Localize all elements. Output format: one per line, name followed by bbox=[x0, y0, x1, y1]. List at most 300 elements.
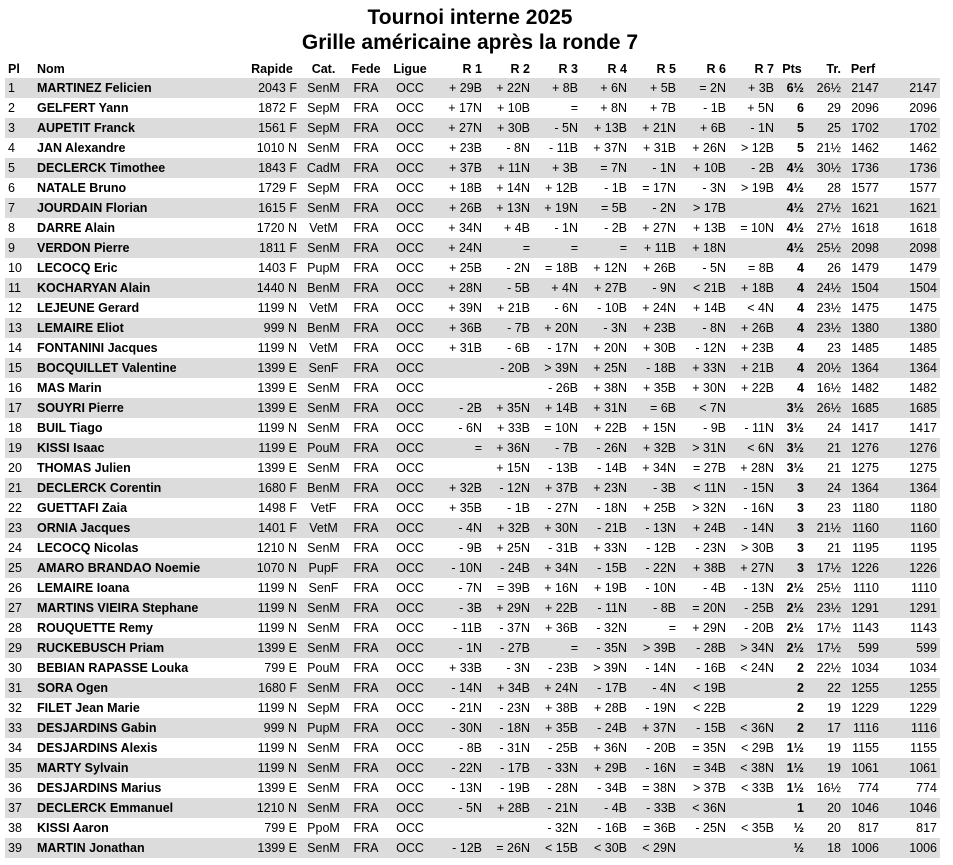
cell-performance-2: 1155 bbox=[910, 741, 937, 755]
cell-federation: FRA bbox=[353, 581, 379, 595]
cell-round-6: - 9B bbox=[703, 421, 726, 435]
cell-category: PpoM bbox=[307, 821, 340, 835]
cell-tiebreak: 19 bbox=[827, 701, 841, 715]
cell-round-4: - 11N bbox=[581, 598, 630, 618]
cell-round-7: = 8B bbox=[747, 261, 774, 275]
cell-round-7: < 33B bbox=[740, 781, 774, 795]
cell-performance-2: 1621 bbox=[882, 198, 940, 218]
cell-rank: 21 bbox=[5, 478, 34, 498]
cell-category: VetM bbox=[309, 221, 338, 235]
cell-league: OCC bbox=[396, 741, 424, 755]
cell-name: BEBIAN RAPASSE Louka bbox=[37, 661, 189, 675]
cell-round-3: + 22B bbox=[533, 598, 581, 618]
cell-round-7 bbox=[729, 398, 777, 418]
cell-round-1: + 31B bbox=[448, 341, 482, 355]
cell-round-3: + 14B bbox=[533, 398, 581, 418]
cell-name: KISSI Aaron bbox=[37, 821, 109, 835]
cell-points: 2½ bbox=[777, 638, 807, 658]
cell-round-7: < 24N bbox=[740, 661, 774, 675]
cell-performance: 1577 bbox=[851, 181, 879, 195]
cell-round-2: - 27B bbox=[485, 638, 533, 658]
cell-performance-2: 1275 bbox=[909, 461, 937, 475]
cell-round-1: - 1N bbox=[435, 638, 485, 658]
cell-federation: FRA bbox=[353, 781, 379, 795]
cell-round-4: - 2B bbox=[604, 221, 627, 235]
cell-league: OCC bbox=[396, 821, 424, 835]
cell-round-5: - 14N bbox=[645, 661, 676, 675]
cell-round-3: - 31B bbox=[548, 541, 578, 555]
cell-rating: 799 E bbox=[264, 661, 297, 675]
cell-performance-2: 1291 bbox=[882, 598, 940, 618]
cell-rank: 19 bbox=[5, 438, 34, 458]
cell-round-3: - 11B bbox=[549, 141, 578, 155]
cell-round-6: + 10B bbox=[679, 158, 729, 178]
cell-category: BenM bbox=[300, 478, 347, 498]
cell-round-2: - 23N bbox=[499, 701, 530, 715]
table-row bbox=[5, 598, 940, 618]
cell-league: OCC bbox=[396, 421, 424, 435]
cell-round-1: + 24N bbox=[435, 238, 485, 258]
cell-category: VetM bbox=[300, 518, 347, 538]
cell-rank: 4 bbox=[8, 141, 15, 155]
cell-round-1 bbox=[435, 818, 485, 838]
cell-round-4: + 22B bbox=[593, 421, 627, 435]
cell-round-6: - 5N bbox=[702, 261, 726, 275]
cell-performance-2: 1195 bbox=[910, 541, 937, 555]
cell-league: OCC bbox=[385, 78, 435, 98]
table-row bbox=[5, 358, 940, 378]
cell-round-5: - 12B bbox=[646, 541, 676, 555]
cell-category: SenF bbox=[308, 581, 339, 595]
cell-round-7: + 23B bbox=[740, 341, 774, 355]
cell-name: THOMAS Julien bbox=[37, 461, 131, 475]
cell-rank: 10 bbox=[8, 261, 22, 275]
cell-league: OCC bbox=[396, 301, 424, 315]
cell-rank: 28 bbox=[8, 621, 22, 635]
cell-round-7: = 10N bbox=[740, 221, 774, 235]
cell-round-1: + 29B bbox=[435, 78, 485, 98]
cell-league: OCC bbox=[385, 678, 435, 698]
cell-round-6: - 16B bbox=[696, 661, 726, 675]
cell-performance: 1702 bbox=[844, 118, 882, 138]
cell-round-3: = bbox=[533, 638, 581, 658]
cell-round-3: = 18B bbox=[544, 261, 578, 275]
cell-round-4: + 28B bbox=[593, 701, 627, 715]
cell-federation: FRA bbox=[347, 78, 385, 98]
cell-points: 4½ bbox=[786, 181, 804, 195]
cell-round-5: - 22N bbox=[630, 558, 679, 578]
cell-round-3: - 13B bbox=[548, 461, 578, 475]
cell-rating: 1199 N bbox=[244, 598, 300, 618]
cell-round-4: - 32N bbox=[596, 621, 627, 635]
table-row bbox=[5, 178, 940, 198]
cell-round-1: - 13N bbox=[451, 781, 482, 795]
cell-league: OCC bbox=[396, 501, 424, 515]
cell-points: 4 bbox=[777, 318, 807, 338]
cell-federation: FRA bbox=[347, 518, 385, 538]
cell-name: AMARO BRANDAO Noemie bbox=[34, 558, 244, 578]
cell-round-6: - 8N bbox=[679, 318, 729, 338]
cell-performance-2: 1034 bbox=[909, 661, 937, 675]
header-col-cat: Cat. bbox=[311, 62, 336, 76]
cell-name: AUPETIT Franck bbox=[34, 118, 244, 138]
cell-rank: 6 bbox=[8, 181, 15, 195]
cell-performance-2: 1577 bbox=[909, 181, 937, 195]
cell-round-1 bbox=[435, 378, 485, 398]
table-row bbox=[5, 818, 940, 838]
table-row bbox=[5, 298, 940, 318]
header-col-ligue: Ligue bbox=[393, 62, 427, 76]
cell-round-6: < 11N bbox=[679, 478, 729, 498]
cell-round-5: - 8B bbox=[630, 598, 679, 618]
cell-round-3: + 20N bbox=[533, 318, 581, 338]
cell-round-6: - 12N bbox=[695, 341, 726, 355]
cell-round-5: + 37N bbox=[630, 718, 679, 738]
cell-federation: FRA bbox=[353, 821, 379, 835]
cell-points: ½ bbox=[777, 838, 807, 858]
cell-rank: 16 bbox=[8, 381, 22, 395]
cell-performance: 1110 bbox=[853, 581, 879, 595]
table-row bbox=[5, 338, 940, 358]
cell-name: KOCHARYAN Alain bbox=[34, 278, 244, 298]
cell-round-1: - 2B bbox=[435, 398, 485, 418]
cell-performance-2: 1380 bbox=[882, 318, 940, 338]
cell-round-7 bbox=[729, 198, 777, 218]
cell-league: OCC bbox=[396, 141, 424, 155]
cell-category: SenM bbox=[307, 141, 340, 155]
cell-round-5: + 35B bbox=[642, 381, 676, 395]
cell-performance-2: 1417 bbox=[909, 421, 937, 435]
cell-tiebreak: 23 bbox=[827, 341, 841, 355]
cell-performance-2: 1462 bbox=[909, 141, 937, 155]
table-header-row bbox=[5, 60, 940, 78]
table-row bbox=[5, 418, 940, 438]
cell-round-3: + 16N bbox=[544, 581, 578, 595]
cell-performance-2: 1110 bbox=[911, 581, 937, 595]
cell-round-1 bbox=[435, 458, 485, 478]
cell-tiebreak: 18 bbox=[807, 838, 844, 858]
cell-category: PupM bbox=[300, 718, 347, 738]
cell-rating: 1811 F bbox=[244, 238, 300, 258]
table-row bbox=[5, 838, 940, 858]
cell-league: OCC bbox=[396, 541, 424, 555]
cell-tiebreak: 21 bbox=[827, 541, 841, 555]
cell-rating: 1401 F bbox=[244, 518, 300, 538]
cell-name: SOUYRI Pierre bbox=[34, 398, 244, 418]
cell-performance: 1143 bbox=[852, 621, 879, 635]
cell-name: SORA Ogen bbox=[34, 678, 244, 698]
cell-category: VetM bbox=[309, 341, 338, 355]
cell-name: ROUQUETTE Remy bbox=[37, 621, 153, 635]
cell-rank: 2 bbox=[8, 101, 15, 115]
cell-tiebreak: 17 bbox=[807, 718, 844, 738]
cell-round-2: - 7B bbox=[485, 318, 533, 338]
cell-round-4: - 17B bbox=[581, 678, 630, 698]
cell-round-6: < 19B bbox=[679, 678, 729, 698]
table-row bbox=[5, 98, 940, 118]
cell-round-4: > 39N bbox=[593, 661, 627, 675]
cell-round-7: + 3B bbox=[729, 78, 777, 98]
cell-points: 3½ bbox=[786, 421, 804, 435]
cell-round-7: - 1N bbox=[729, 118, 777, 138]
cell-rating: 1199 N bbox=[257, 341, 297, 355]
cell-round-3: + 34N bbox=[533, 558, 581, 578]
cell-round-4: + 6N bbox=[581, 78, 630, 98]
cell-performance: 1160 bbox=[844, 518, 882, 538]
cell-name: GUETTAFI Zaia bbox=[37, 501, 128, 515]
cell-performance: 1479 bbox=[851, 261, 879, 275]
cell-league: OCC bbox=[396, 581, 424, 595]
cell-round-7: < 6N bbox=[729, 438, 777, 458]
cell-rating: 1210 N bbox=[244, 798, 300, 818]
cell-round-6: < 36N bbox=[679, 798, 729, 818]
cell-round-6: + 13B bbox=[692, 221, 726, 235]
cell-round-2: - 1B bbox=[507, 501, 530, 515]
cell-round-7 bbox=[729, 238, 777, 258]
cell-rank: 27 bbox=[5, 598, 34, 618]
cell-rating: 799 E bbox=[264, 821, 297, 835]
cell-tiebreak: 16½ bbox=[816, 781, 841, 795]
table-row bbox=[5, 678, 940, 698]
cell-name: NATALE Bruno bbox=[37, 181, 127, 195]
cell-round-5: + 5B bbox=[630, 78, 679, 98]
cell-rank: 31 bbox=[5, 678, 34, 698]
cell-federation: FRA bbox=[347, 118, 385, 138]
header-col-r7: R 7 bbox=[754, 62, 774, 76]
cell-tiebreak: 23½ bbox=[816, 301, 841, 315]
cell-performance: 1195 bbox=[852, 541, 879, 555]
cell-performance: 1276 bbox=[844, 438, 882, 458]
cell-federation: FRA bbox=[353, 541, 379, 555]
cell-name: MARTINEZ Felicien bbox=[34, 78, 244, 98]
cell-league: OCC bbox=[396, 701, 424, 715]
table-row bbox=[5, 78, 940, 98]
table-row bbox=[5, 778, 940, 798]
cell-rank: 36 bbox=[8, 781, 22, 795]
cell-rating: 2043 F bbox=[244, 78, 300, 98]
cell-round-1: + 32B bbox=[435, 478, 485, 498]
cell-round-1: + 27N bbox=[435, 118, 485, 138]
cell-points: 4 bbox=[797, 341, 804, 355]
cell-federation: FRA bbox=[347, 798, 385, 818]
cell-category: SenM bbox=[307, 421, 340, 435]
cell-federation: FRA bbox=[347, 718, 385, 738]
cell-performance: 1155 bbox=[852, 741, 879, 755]
cell-league: OCC bbox=[385, 478, 435, 498]
cell-performance-2: 1276 bbox=[882, 438, 940, 458]
cell-tiebreak: 20 bbox=[807, 798, 844, 818]
cell-round-4: + 23N bbox=[581, 478, 630, 498]
cell-points: 3 bbox=[777, 558, 807, 578]
cell-round-2: - 19B bbox=[500, 781, 530, 795]
cell-round-2: + 14N bbox=[496, 181, 530, 195]
cell-round-4: - 34B bbox=[597, 781, 627, 795]
cell-round-5: = bbox=[668, 621, 676, 635]
cell-round-4: - 18N bbox=[596, 501, 627, 515]
cell-performance: 1417 bbox=[851, 421, 879, 435]
cell-performance-2: 2096 bbox=[909, 101, 937, 115]
cell-rating: 1399 E bbox=[257, 461, 297, 475]
cell-round-7 bbox=[729, 678, 777, 698]
cell-points: 2 bbox=[777, 678, 807, 698]
tournament-title: Tournoi interne 2025 bbox=[367, 6, 573, 29]
cell-federation: FRA bbox=[353, 381, 379, 395]
cell-round-3: < 15B bbox=[533, 838, 581, 858]
cell-tiebreak: 25½ bbox=[807, 238, 844, 258]
cell-league: OCC bbox=[396, 341, 424, 355]
cell-rating: 1199 N bbox=[257, 621, 297, 635]
cell-federation: FRA bbox=[353, 101, 379, 115]
cell-category: SepM bbox=[300, 118, 347, 138]
cell-round-6: = 34B bbox=[679, 758, 729, 778]
cell-performance: 1621 bbox=[844, 198, 882, 218]
header-col-perf2 bbox=[882, 60, 940, 78]
cell-rank: 12 bbox=[8, 301, 22, 315]
table-row bbox=[5, 158, 940, 178]
cell-rank: 32 bbox=[8, 701, 22, 715]
cell-round-2: - 6B bbox=[507, 341, 530, 355]
cell-round-7: + 28N bbox=[740, 461, 774, 475]
cell-round-1: + 26B bbox=[435, 198, 485, 218]
cell-tiebreak: 23 bbox=[827, 501, 841, 515]
cell-rank: 8 bbox=[8, 221, 15, 235]
table-row bbox=[5, 638, 940, 658]
cell-round-4: + 37N bbox=[593, 141, 627, 155]
table-row bbox=[5, 118, 940, 138]
cell-performance-2: 1255 bbox=[882, 678, 940, 698]
cell-round-6: < 22B bbox=[692, 701, 726, 715]
cell-round-7: - 16N bbox=[743, 501, 774, 515]
cell-category: SenM bbox=[300, 838, 347, 858]
cell-round-7 bbox=[729, 838, 777, 858]
cell-performance: 1006 bbox=[844, 838, 882, 858]
cell-round-5: + 27N bbox=[642, 221, 676, 235]
cell-league: OCC bbox=[385, 358, 435, 378]
header-col-nom: Nom bbox=[37, 62, 65, 76]
cell-round-6: + 14B bbox=[692, 301, 726, 315]
cell-rank: 33 bbox=[5, 718, 34, 738]
cell-round-4: = bbox=[581, 238, 630, 258]
cell-performance-2: 1364 bbox=[882, 478, 940, 498]
cell-round-2: + 36N bbox=[485, 438, 533, 458]
cell-round-6: > 17B bbox=[679, 198, 729, 218]
cell-performance: 1736 bbox=[844, 158, 882, 178]
cell-tiebreak: 16½ bbox=[816, 381, 841, 395]
cell-performance: 2098 bbox=[844, 238, 882, 258]
cell-points: 6½ bbox=[777, 78, 807, 98]
cell-round-3: + 24N bbox=[533, 678, 581, 698]
cell-league: OCC bbox=[385, 758, 435, 778]
cell-federation: FRA bbox=[353, 301, 379, 315]
standings-table bbox=[5, 60, 940, 858]
cell-points: 4 bbox=[797, 301, 804, 315]
cell-performance-2: 774 bbox=[916, 781, 937, 795]
cell-round-6: + 33N bbox=[679, 358, 729, 378]
cell-round-6: + 18N bbox=[679, 238, 729, 258]
cell-round-7: > 12B bbox=[740, 141, 774, 155]
cell-round-4: + 36N bbox=[593, 741, 627, 755]
cell-round-1: + 33B bbox=[448, 661, 482, 675]
cell-category: PupF bbox=[300, 558, 347, 578]
cell-performance: 1504 bbox=[844, 278, 882, 298]
cell-round-3: - 28N bbox=[547, 781, 578, 795]
cell-name: DECLERCK Timothee bbox=[34, 158, 244, 178]
cell-performance-2: 1180 bbox=[910, 501, 937, 515]
cell-performance: 1475 bbox=[851, 301, 879, 315]
cell-federation: FRA bbox=[353, 221, 379, 235]
cell-performance: 1255 bbox=[844, 678, 882, 698]
cell-round-5: + 24N bbox=[642, 301, 676, 315]
cell-round-3: > 39N bbox=[533, 358, 581, 378]
cell-round-3: + 35B bbox=[533, 718, 581, 738]
cell-round-1: + 35B bbox=[448, 501, 482, 515]
table-row bbox=[5, 398, 940, 418]
cell-rank: 11 bbox=[5, 278, 34, 298]
cell-performance-2: 1116 bbox=[882, 718, 940, 738]
cell-round-6: = 35N bbox=[692, 741, 726, 755]
cell-round-5: = 6B bbox=[630, 398, 679, 418]
header-col-r3: R 3 bbox=[558, 62, 578, 76]
table-row bbox=[5, 318, 940, 338]
cell-performance-2: 1618 bbox=[909, 221, 937, 235]
cell-performance-2: 1504 bbox=[882, 278, 940, 298]
cell-tiebreak: 25½ bbox=[816, 581, 841, 595]
cell-round-7: - 2B bbox=[729, 158, 777, 178]
cell-name: BUIL Tiago bbox=[37, 421, 103, 435]
cell-round-4: - 26N bbox=[581, 438, 630, 458]
cell-name: JOURDAIN Florian bbox=[34, 198, 244, 218]
cell-round-2: - 8N bbox=[506, 141, 530, 155]
cell-points: 1½ bbox=[786, 781, 804, 795]
cell-rating: 1199 N bbox=[257, 741, 297, 755]
table-row bbox=[5, 258, 940, 278]
cell-round-1: - 7N bbox=[458, 581, 482, 595]
cell-round-2: - 2N bbox=[506, 261, 530, 275]
cell-rating: 1403 F bbox=[258, 261, 297, 275]
cell-performance-2: 817 bbox=[916, 821, 937, 835]
cell-tiebreak: 28 bbox=[827, 181, 841, 195]
table-row bbox=[5, 458, 940, 478]
cell-round-7 bbox=[729, 798, 777, 818]
cell-performance: 1116 bbox=[844, 718, 882, 738]
header-col-r6: R 6 bbox=[706, 62, 726, 76]
cell-round-6: - 4B bbox=[703, 581, 726, 595]
cell-category: SepM bbox=[307, 101, 340, 115]
cell-name: LEJEUNE Gerard bbox=[37, 301, 140, 315]
cell-points: 4½ bbox=[786, 221, 804, 235]
table-row bbox=[5, 798, 940, 818]
cell-rank: 34 bbox=[8, 741, 22, 755]
cell-round-6: = 27B bbox=[692, 461, 726, 475]
cell-category: SenF bbox=[300, 358, 347, 378]
cell-performance-2: 1061 bbox=[882, 758, 940, 778]
cell-performance-2: 1482 bbox=[909, 381, 937, 395]
cell-round-6: - 1B bbox=[703, 101, 726, 115]
cell-points: 5 bbox=[797, 141, 804, 155]
cell-round-3: = 10N bbox=[544, 421, 578, 435]
cell-round-4: - 24B bbox=[581, 718, 630, 738]
cell-round-1: - 5N bbox=[435, 798, 485, 818]
cell-performance-2: 1685 bbox=[882, 398, 940, 418]
cell-tiebreak: 21½ bbox=[816, 141, 841, 155]
cell-round-5: - 19N bbox=[645, 701, 676, 715]
cell-round-3: - 7B bbox=[533, 438, 581, 458]
cell-league: OCC bbox=[385, 158, 435, 178]
header-col-tr: Tr. bbox=[826, 62, 841, 76]
header-col-r2: R 2 bbox=[510, 62, 530, 76]
cell-rating: 1615 F bbox=[244, 198, 300, 218]
cell-tiebreak: 23½ bbox=[807, 598, 844, 618]
